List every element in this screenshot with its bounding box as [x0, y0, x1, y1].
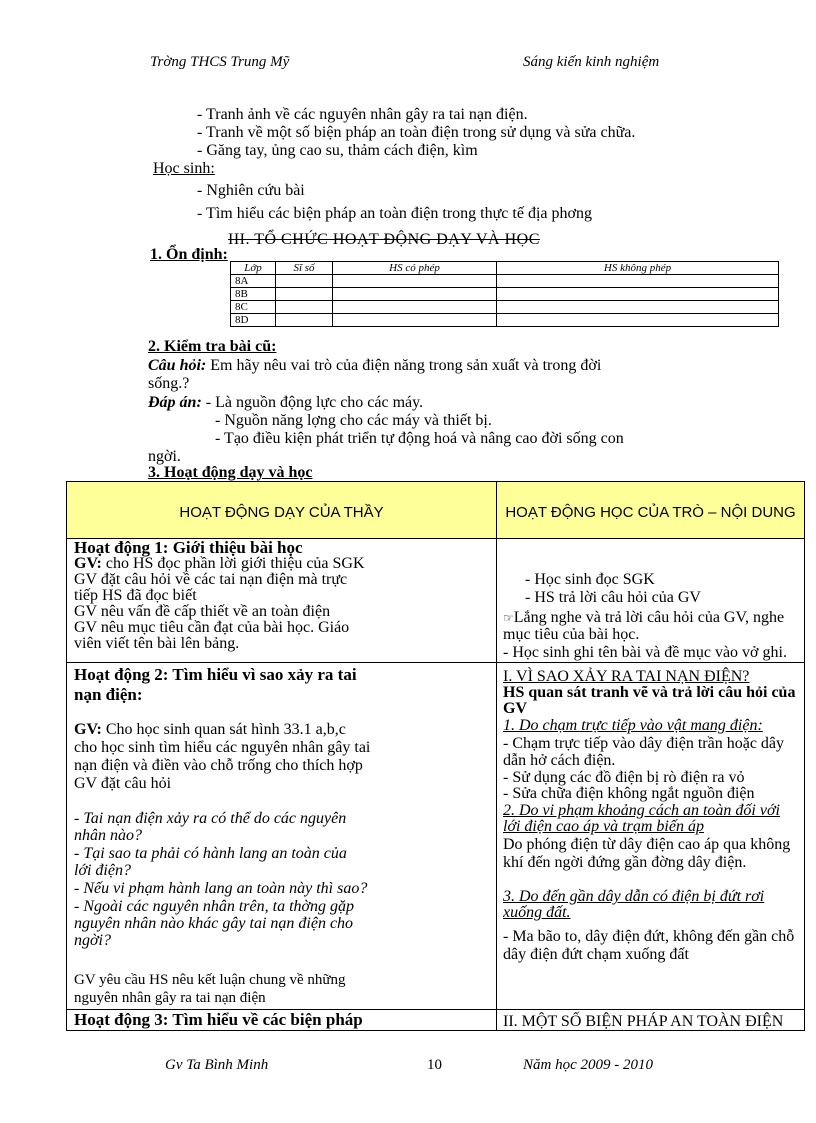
- act1-title: Hoạt động 1: Giới thiệu bài học: [74, 538, 303, 557]
- r-line: - Sử dụng các đồ điện bị rò điện ra vỏ: [503, 769, 745, 786]
- r-line: khí đến ngời đứng gần đờng dây điện.: [503, 854, 747, 871]
- act1-right-line: mục tiêu của bài học.: [503, 626, 640, 643]
- act1-right-line: Lắng nghe và trả lời câu hỏi của GV, nghe: [513, 609, 785, 626]
- act1-right-line: - Học sinh đọc SGK: [525, 571, 655, 588]
- r-line: dây điện đứt chạm xuống đất: [503, 946, 689, 963]
- intro-item-2: - Tranh về một số biện pháp an toàn điện trong sử dụng và sửa chữa.: [197, 124, 636, 141]
- act1-line: GV đặt câu hỏi về các tai nạn điện mà trực: [74, 571, 348, 588]
- students-item-1: - Nghiên cứu bài: [197, 182, 305, 199]
- head-left: HOẠT ĐỘNG DẠY CỦA THẦY: [179, 504, 384, 521]
- r-line: - Chạm trực tiếp vào dây điện trần hoặc dây: [503, 735, 785, 752]
- answer-label: Đáp án:: [148, 394, 202, 411]
- act3-right-title: II. MỘT SỐ BIỆN PHÁP AN TOÀN ĐIỆN: [503, 1013, 784, 1030]
- act1-right-line: - HS trả lời câu hỏi của GV: [525, 589, 701, 606]
- r-heading-2-cont: lới điện cao áp và trạm biến áp: [503, 818, 704, 835]
- act2-question: - Nếu vi phạm hành lang an toàn này thì sao?: [74, 880, 368, 897]
- section-title: III. TỔ CHỨC HOẠT ĐỘNG DẠY VÀ HỌC: [228, 231, 540, 248]
- act2-question: ngời?: [74, 932, 111, 949]
- act1-line: cho HS đọc phần lời giới thiệu của SGK: [101, 555, 365, 572]
- table-row: [231, 275, 779, 288]
- attendance-table: [230, 261, 779, 327]
- class-cell: 8D: [231, 314, 276, 327]
- class-cell: 8C: [231, 301, 276, 314]
- page-number: 10: [427, 1057, 442, 1073]
- doc-title: Sáng kiến kinh nghiệm: [523, 54, 660, 70]
- question: [148, 357, 601, 375]
- students-label: Học sinh:: [153, 160, 215, 177]
- act2-question: - Tại sao ta phải có hành lang an toàn của: [74, 845, 347, 862]
- head-right-cell: [497, 482, 804, 538]
- r-line: dẫn hở cách điện.: [503, 752, 616, 769]
- question-text: Em hãy nêu vai trò của điện năng trong sản xuất và trong đời: [210, 357, 602, 374]
- check-heading: 2. Kiểm tra bài cũ:: [148, 338, 277, 355]
- answer-1: - Là nguồn động lực cho các máy.: [205, 394, 424, 411]
- answer-3-cont: ngời.: [148, 448, 181, 465]
- col-header: Lớp: [231, 262, 276, 275]
- school-name: Trờng THCS Trung Mỹ: [150, 54, 290, 70]
- act2-question: lới điện?: [74, 862, 131, 879]
- r-observe-cont: GV: [503, 700, 527, 717]
- act2-line: Cho học sinh quan sát hình 33.1 a,b,c: [101, 721, 346, 738]
- act2-question: nguyên nhân nào khác gây tai nạn điện cho: [74, 915, 354, 932]
- students-item-2: - Tìm hiểu các biện pháp an toàn điện trong thực tế địa phơng: [197, 205, 592, 222]
- act3-title: Hoạt động 3: Tìm hiểu về các biện pháp: [74, 1011, 363, 1029]
- answer: [148, 394, 423, 412]
- activity-heading: 3. Hoạt động dạy và học: [148, 464, 313, 481]
- footer-teacher: Gv Ta Bình Minh: [165, 1057, 269, 1073]
- r-observe: HS quan sát tranh vẽ và trả lời câu hỏi của: [503, 684, 796, 701]
- act2-line: cho học sinh tìm hiểu các nguyên nhân gây tai: [74, 739, 371, 756]
- table-row: [231, 288, 779, 301]
- act1-line: GV nêu mục tiêu cần đạt của bài học. Giáo: [74, 619, 350, 636]
- act2-left: [74, 663, 494, 1008]
- question-cont: sống.?: [148, 375, 190, 392]
- hand-icon: ☞: [503, 611, 514, 625]
- question-label: Câu hỏi:: [148, 357, 207, 374]
- class-cell: 8B: [231, 288, 276, 301]
- act3-left: [74, 1011, 494, 1030]
- act2-right: [503, 663, 802, 1008]
- act3-right: [503, 1011, 802, 1030]
- footer-year: Năm học 2009 - 2010: [523, 1057, 653, 1073]
- r-heading-1: 1. Do chạm trực tiếp vào vật mang điện:: [503, 717, 763, 734]
- activity-table: [66, 481, 805, 1031]
- act2-line: GV đặt câu hỏi: [74, 775, 172, 792]
- act1-left: [74, 538, 494, 662]
- r-line: - Sửa chữa điện không ngắt nguồn điện: [503, 785, 755, 802]
- act2-title-cont: nạn điện:: [74, 685, 143, 704]
- r-heading-3: 3. Do đến gần dây dẫn có điện bị đứt rơi: [503, 888, 765, 905]
- class-cell: 8A: [231, 275, 276, 288]
- col-header: HS không phép: [497, 262, 779, 275]
- gv-label: GV:: [74, 555, 102, 572]
- act1-line: tiếp HS đã đọc biết: [74, 587, 197, 604]
- act2-line: nạn điện và điền vào chỗ trống cho thích hợp: [74, 757, 363, 774]
- act1-right: [503, 538, 802, 662]
- act2-question: - Tai nạn điện xảy ra có thể do các nguyên: [74, 810, 347, 827]
- r-heading-3-cont: xuống đất.: [503, 904, 571, 921]
- intro-item-3: - Găng tay, ủng cao su, thảm cách điện, kìm: [197, 142, 478, 159]
- intro-item-1: - Tranh ảnh về các nguyên nhân gây ra tai nạn điện.: [197, 106, 528, 123]
- r-title: I. VÌ SAO XẢY RA TAI NẠN ĐIỆN?: [503, 668, 750, 685]
- answer-3: - Tạo điều kiện phát triển tự động hoá và nâng cao đời sống con: [215, 430, 624, 447]
- act1-line: GV nêu vấn đề cấp thiết về an toàn điện: [74, 603, 331, 620]
- r-line: - Ma bão to, dây điện đứt, không đến gần chỗ: [503, 928, 795, 945]
- act2-question: nhân nào?: [74, 827, 142, 844]
- act1-line: viên viết tên bài lên bảng.: [74, 635, 240, 652]
- act1-right-line: - Học sinh ghi tên bài và đề mục vào vở ghi.: [503, 644, 787, 661]
- col-header: HS có phép: [333, 262, 497, 275]
- head-right: HOẠT ĐỘNG HỌC CỦA TRÒ – NỘI DUNG: [505, 504, 796, 521]
- stabilize-heading: 1. Ổn định:: [150, 246, 228, 263]
- gv-label: GV:: [74, 721, 102, 738]
- act2-conclusion: nguyên nhân gây ra tai nạn điện: [74, 990, 266, 1006]
- head-left-cell: [67, 482, 496, 538]
- r-line: Do phóng điện từ dây điện cao áp qua không: [503, 836, 791, 853]
- table-row: [231, 314, 779, 327]
- act2-conclusion: GV yêu cầu HS nêu kết luận chung về những: [74, 972, 346, 988]
- r-heading-2: 2. Do vi phạm khoảng cách an toàn đối với: [503, 802, 780, 819]
- answer-2: - Nguồn năng lợng cho các máy và thiết bị.: [215, 412, 492, 429]
- act2-title: Hoạt động 2: Tìm hiểu vì sao xảy ra tai: [74, 665, 357, 684]
- col-header: Sĩ số: [276, 262, 333, 275]
- table-row: [231, 301, 779, 314]
- act2-question: - Ngoài các nguyên nhân trên, ta thờng gặp: [74, 898, 355, 915]
